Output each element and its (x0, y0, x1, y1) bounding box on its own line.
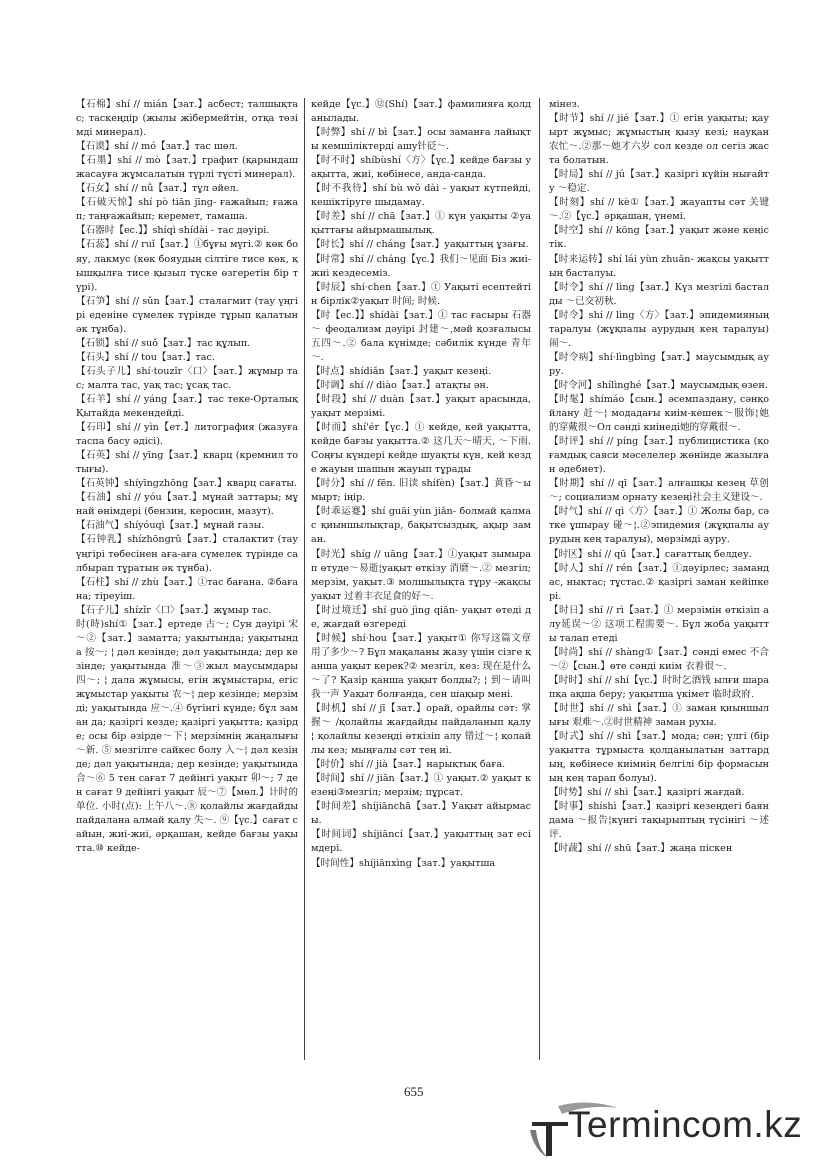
dictionary-entry: 【石破天惊】shí pò tiān jīng- ғажайып; ғажап; таңғажайып; керемет, тамаша. (76, 197, 298, 223)
dictionary-entry: 【时人】shí // rén【зат.】①дәуірлес; замандас, ныктас; тұстас.② қазіргі заман кейіпкері. (549, 562, 769, 602)
dictionary-entry: 【时间性】shíjiānxìng【зат.】уақытша (311, 857, 496, 869)
column-divider (539, 98, 540, 1060)
dictionary-entry: 【时局】shí // jú【зат.】қазіргі күйін нығайту ～稳定. (549, 169, 769, 195)
dictionary-entry: 【时世】shí // shì【зат.】① заман қиыншылығы 艰难～.②时世精神 заман рухы. (549, 703, 769, 729)
dictionary-entry: 【时时】shí // shí【үс.】时时乞酒钱 ылғи шарапқа ақша беру; уақытша үкімет 临时政府. (549, 674, 769, 700)
dictionary-entry: 【石钟乳】shízhōngrǔ【зат.】сталактит (тау үңгірі төбесінен аға-аға сүмелек түрінде салбырап тұратын әк тұнба). (76, 534, 298, 574)
dictionary-entry: 【石羊】shí // yáng【зат.】тас теке-Орталық Қытайда мекендейді. (76, 393, 298, 420)
dictionary-entry: 【石头子儿】shí·touzǐr〈口〉【зат.】жұмыр тас; малта тас, уақ тас; ұсақ тас. (76, 365, 298, 391)
dictionary-entry: 【石笋】shí // sǔn【зат.】сталагмит (тау үңгірі еденіне сүмелек түрінде тұрып қалатын әк тұнба). (76, 295, 298, 335)
dictionary-entry: 【时弊】shí // bì【зат.】осы заманға лайықты кемшіліктерді ашу针砭～. (311, 127, 531, 153)
dictionary-entry: 【石印】shí // yìn【ет.】литография (жазуға таспа басу әдісі). (76, 422, 298, 448)
dictionary-entry: 【石墨】shí // mò【зат.】графит (қарындаш жасауға жұмсалатын түрлі түсті минерал). (76, 155, 298, 181)
logo-text: Termincom.kz (568, 1104, 803, 1145)
column-divider (304, 98, 305, 1060)
dictionary-entry: 【时差】shí // chā【зат.】① күн уақыты ②уақыттағы айырмашылық. (311, 211, 531, 237)
dictionary-entry: 【时乖运蹇】shí guāi yùn jiǎn- болмай қалмас қиыншылықтар, бақытсыздық, ақыр заман. (311, 506, 531, 546)
dictionary-entry: 【时令河】shílìnghé【зат.】маусымдық өзен. (549, 379, 768, 391)
dictionary-entry: 【时机】shí // jī【зат.】орай, орайлы сәт: 掌握～ /қолайлы жағдайды пайдаланып қалу ¦ қолайлы кезеңді өткізіп алу 错过～¦ қолайлы кез; мыңғалы сәт тең иі. (311, 703, 531, 757)
dictionary-entry: 【石棉】shí // mián【зат.】асбест; талшықтас; таскеңдір (жылы жібермейтін, отқа төзімді минерал). (76, 99, 298, 139)
dictionary-entry: 【时气】shí // qì〈方〉【зат.】① Жолы бар, сәтке ұшырау 碰～¦.②эпидемия (жұқпалы аурудың кең таралуы), мерзімді ауру. (549, 506, 769, 546)
dictionary-entry: 【时【ес.】】shídài【зат.】① тас ғасыры 石器～ феодализм дәуірі 封建～,мәй қозғалысы 五四～.② бала күнімде; сәбилік күнде 青年～. (311, 309, 531, 363)
dictionary-entry: 【时而】shí'ér【үс.】① кейде, кей уақытта, кейде бағзы уақытта.② 这几天～晴天, ～下雨. Соңғы күндері кейде шуақты күн, кей кезде жауын шашын жауып тұрады (311, 422, 531, 476)
column-3 (549, 98, 769, 1058)
dictionary-entry: 【时候】shí·hou【зат.】уақыт① 你写这篇文章用了多少～? Бұл мақаланы жазу үшін сізге қанша уақыт керек?② мезгіл, кез: 现在是什么～了? Қазір қанша уақыт болды?; ¦ 到～请叫我一声 Уақыт болғанда, сен шақыр мені. (311, 632, 531, 700)
dictionary-entry: 【石头】shí // tou【зат.】тас. (76, 351, 215, 363)
dictionary-entry: 时(時)shí①【зат.】ертеде 古～; Сун дәуірі 宋～②【зат.】заматта; уақытында; уақытында 按～; ¦ дәл кезінде; дәл уақытында; дер кезінде; уақытында 准～③жыл маусымдары 四～; ¦ дала жұмысы, егін жұмыстары, егіс жұмыстар уақыты 农～¦ дер кезінде; мерзімді; уақытында 应～.④ бүгінгі күнде; бұл заман да; қазіргі кезде; қазіргі уақытта; қазірде; осы бір әзірде～下¦ мерзімнің жаңалығы ～新. ⑤ мезгілге сайкес болу 入～¦ дәл кезінде; дәл уақытында; дер кезінде; уақытында 合～⑥ 5 тен сағат 7 дейінгі уақыт 卯～; 7 ден сағат 9 дейінгі уақыт 辰～⑦【мөл.】计时的单位. 小时(点): 上午八～.⑧ қолайлы жағдайды пайдалана алмай қалу 失～. ⑨【үс.】сағат сайын, жиі-жиі, әрқашан, кейде бағзы уақытта.⑩ кейде- (76, 618, 298, 855)
page-number: 655 (404, 1084, 424, 1099)
dictionary-entry: 【石油气】shíyóuqì【зат.】мұнай газы. (76, 520, 265, 532)
dictionary-entry: 【时蔬】shí // shū【зат.】жаңа піскен (549, 843, 733, 855)
dictionary-entry: 【时刻】shí // kè①【зат.】жауапты сәт 关键～.②【үс.】әрқашан, үнемі. (549, 197, 769, 223)
dictionary-entry: 【时光】shíg // uāng【зат.】①уақыт зымырап өтуде～易逝¦уақыт өткізу 消磨～.② мезгіл; мерзім, уақыт.③ молшылықта тұру -жақсы уақыт 过着丰衣足食的好～. (311, 548, 531, 602)
dictionary-entry: 【时长】shí // cháng【зат.】уақыттың ұзағы. (311, 239, 529, 251)
dictionary-entry: 【石器时【ес.】】shíqì shídài - тас дәуірі. (76, 225, 270, 237)
dictionary-entry: 【时期】shí // qī【зат.】алғашқы кезең 草创～; социализм орнату кезеңі社会主义建设～. (549, 478, 769, 504)
dictionary-entry: 【石锁】shí // suǒ【зат.】тас құлып. (76, 337, 251, 349)
dictionary-entry: 【时点】shídiǎn【зат.】уақыт кезеңі. (311, 365, 492, 377)
dictionary-entry: кейде【үс.】⑫(Shí)【зат.】фамилияға қолданылады. (311, 99, 531, 125)
dictionary-entry: 【时分】shí // fēn. 旧读 shífèn)【зат.】黄昏～ымырт; іңір. (311, 478, 531, 504)
dictionary-entry: 【石谟】shí // mó【зат.】тас шөл. (76, 141, 238, 153)
dictionary-entry: 【石子儿】shízǐr〈口〉【зат.】жұмыр тас. (76, 604, 272, 616)
column-1 (76, 98, 298, 1058)
dictionary-entry: 【时髦】shímáo【сын.】әсемпаздану, сәнқойлану 赶～¦ модадағы киім-кешек～服饰¦她的穿戴很～Ол сәнді киінеді她的穿戴很～. (549, 393, 769, 434)
dictionary-entry: 【石柱】shí // zhù【зат.】①тас бағана. ②бағана; тіреуіш. (76, 576, 298, 602)
termincom-logo[interactable] (528, 1100, 818, 1162)
dictionary-entry: 【时间】shí // jiān【зат.】① уақыт.② уақыт кезеңі③мезгіл; мерзім; пұрсат. (311, 773, 531, 799)
dictionary-entry: 【时尚】shí // shàng①【зат.】сәнді емес 不合～②【сын.】өте сәнді киім 衣着很～. (549, 646, 769, 672)
dictionary-entry: 【时节】shí // jié【зат.】① егін уақыты; қауырт жұмыс; жұмыстың қызу кезі; науқан 农忙～.②那～她才六岁 сол кезде ол сегіз жаста болатын. (549, 113, 769, 167)
dictionary-entry: 【时势】shí // shì【зат.】қазіргі жағдай. (549, 787, 745, 799)
column-2 (311, 98, 531, 1058)
dictionary-entry: 【时式】shí // shì【зат.】мода; сән; үлгі (бір уақытта тұрмыста қолданылатын заттардың, көбінесе киімнің белгілі бір формасының кең тарап болуы). (549, 731, 769, 785)
dictionary-entry: 【时令】shí // lìng〈方〉【зат.】эпидемияның таралуы (жұқпалы аурудың кең таралуы)闹～. (549, 309, 769, 349)
dictionary-entry: 【时段】shí // duàn【зат.】уақыт арасында, уақыт мерзімі. (311, 393, 531, 420)
dictionary-entry: 【时令病】shí·lìngbìng【зат.】маусымдық ауру. (549, 351, 769, 377)
dictionary-entry: мінез. (549, 99, 580, 110)
dictionary-entry: 【石油】shí // yóu【зат.】мұнай заттары; мұнай өнімдері (бензин, керосин, мазут). (76, 492, 298, 518)
dictionary-entry: 【时空】shí // kōng【зат.】уақыт және кеңістік. (549, 225, 769, 251)
dictionary-entry: 【时日】shí // rì【зат.】① мерзімін өткізіп алу延误～② 这项工程需要～. Бұл жоба уақытты талап етеді (549, 604, 769, 644)
dictionary-entry: 【时令】shí // lìng【зат.】Күз мезгілі басталды ～已交初秋. (549, 281, 769, 307)
dictionary-entry: 【时辰】shí·chen【зат.】① Уақыті есептейтін бірлік②уақыт 时间; 时候. (311, 281, 531, 307)
dictionary-entry: 【时过境迁】shí guò jìng qiān- уақыт өтеді де, жағдай өзгереді (311, 604, 531, 630)
dictionary-entry: 【时区】shí // qū【зат.】сағаттық белдеу. (549, 548, 752, 560)
dictionary-entry: 【时来运转】shí lái yùn zhuǎn- жақсы уақыттың басталуы. (549, 253, 769, 279)
dictionary-entry: 【石蕊】shí // ruǐ【зат.】①бұғы мүгі.② көк бояу, лакмус (көк бояудың сілтіге тисе көк, қышқылға тисе қызыл түске өзгеретін бір түрі). (76, 239, 298, 293)
dictionary-entry: 【石女】shí // nǚ【зат.】тұл әйел. (76, 183, 239, 195)
dictionary-entry: 【时间差】shíjiānchā【зат.】Уақыт айырмасы. (311, 801, 531, 827)
dictionary-entry: 【石英钟】shíyīngzhōng【зат.】кварц сағаты. (76, 478, 298, 490)
dictionary-entry: 【时调】shí // diào【зат.】атақты ән. (311, 379, 489, 391)
dictionary-entry: 【时不我待】shí bù wǒ dài - уақыт күтпейді, кешіктіруге шыдамау. (311, 183, 531, 209)
dictionary-entry: 【时不时】shíbùshí〈方〉【үс.】кейде бағзы уақытта, жиі, көбінесе, анда-санда. (311, 155, 531, 181)
dictionary-entry: 【时价】shí // jià【зат.】нарықтық баға. (311, 759, 506, 771)
dictionary-entry: 【时评】shí // píng【зат.】публицистика (қоғамдық саяси мәселелер жөнінде жазылған әдебиет). (549, 436, 769, 476)
dictionary-entry: 【时间词】shíjiāncí【зат.】уақыттың зат есімдері. (311, 829, 531, 855)
dictionary-entry: 【时事】shíshì【зат.】қазіргі кезеңдегі баяндама ～报告¦күнгі тақырыптың түсінігі ～述评. (549, 801, 769, 841)
dictionary-entry: 【石英】shí // yīng【зат.】кварц (кремнил тотығы). (76, 450, 298, 476)
dictionary-entry: 【时常】shí // cháng【үс.】我们～见面 Біз жиі-жиі кездесеміз. (311, 253, 531, 279)
